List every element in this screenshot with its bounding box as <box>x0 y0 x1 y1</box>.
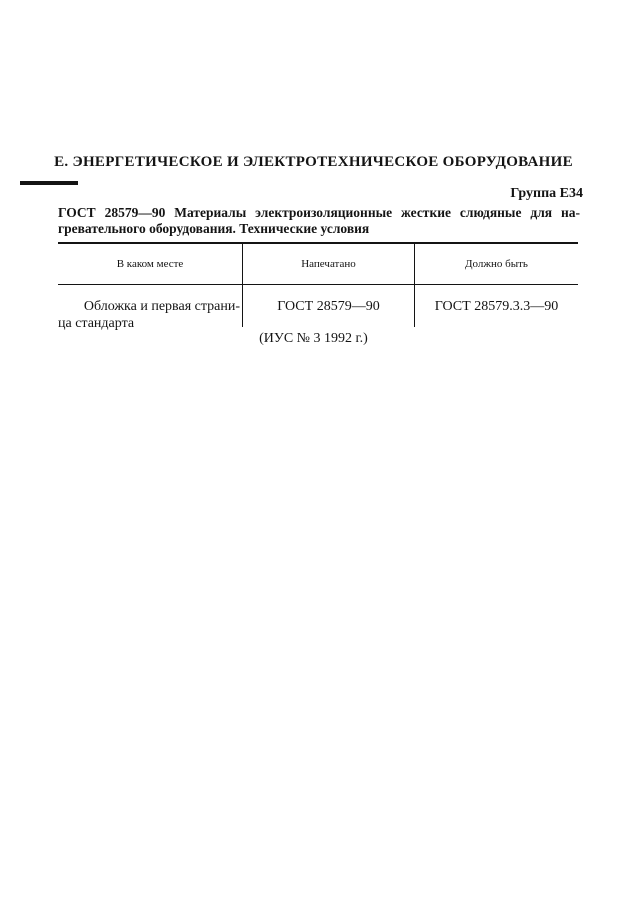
section-header: Е. ЭНЕРГЕТИЧЕСКОЕ И ЭЛЕКТРОТЕХНИЧЕСКОЕ ОБОРУДОВАНИЕ <box>54 154 573 170</box>
amendment-text <box>58 205 580 237</box>
margin-bar <box>20 181 78 185</box>
table-header-cell: Должно быть <box>465 258 528 270</box>
source-reference: (ИУС № 3 1992 г.) <box>259 331 368 346</box>
amendment-line-2: гревательного оборудования. Технические условия <box>58 221 370 236</box>
table-cell-printed: ГОСТ 28579—90 <box>277 299 380 314</box>
table-header-rule <box>58 284 578 285</box>
table-cell-should-be: ГОСТ 28579.3.3—90 <box>434 299 559 314</box>
table-header-cell: Напечатано <box>301 258 356 270</box>
table-cell-place-line-2: ца стандарта <box>58 316 135 331</box>
table-cell-place <box>58 298 240 332</box>
amendment-line-1: ГОСТ 28579—90 Материалы электроизоляционные жесткие слюдяные для на- <box>58 205 580 220</box>
group-label: Группа Е34 <box>510 186 583 201</box>
table-header-cell: В каком месте <box>116 258 184 270</box>
table-top-rule <box>58 242 578 244</box>
table-cell-place-line-1: Обложка и первая страни- <box>83 299 240 314</box>
